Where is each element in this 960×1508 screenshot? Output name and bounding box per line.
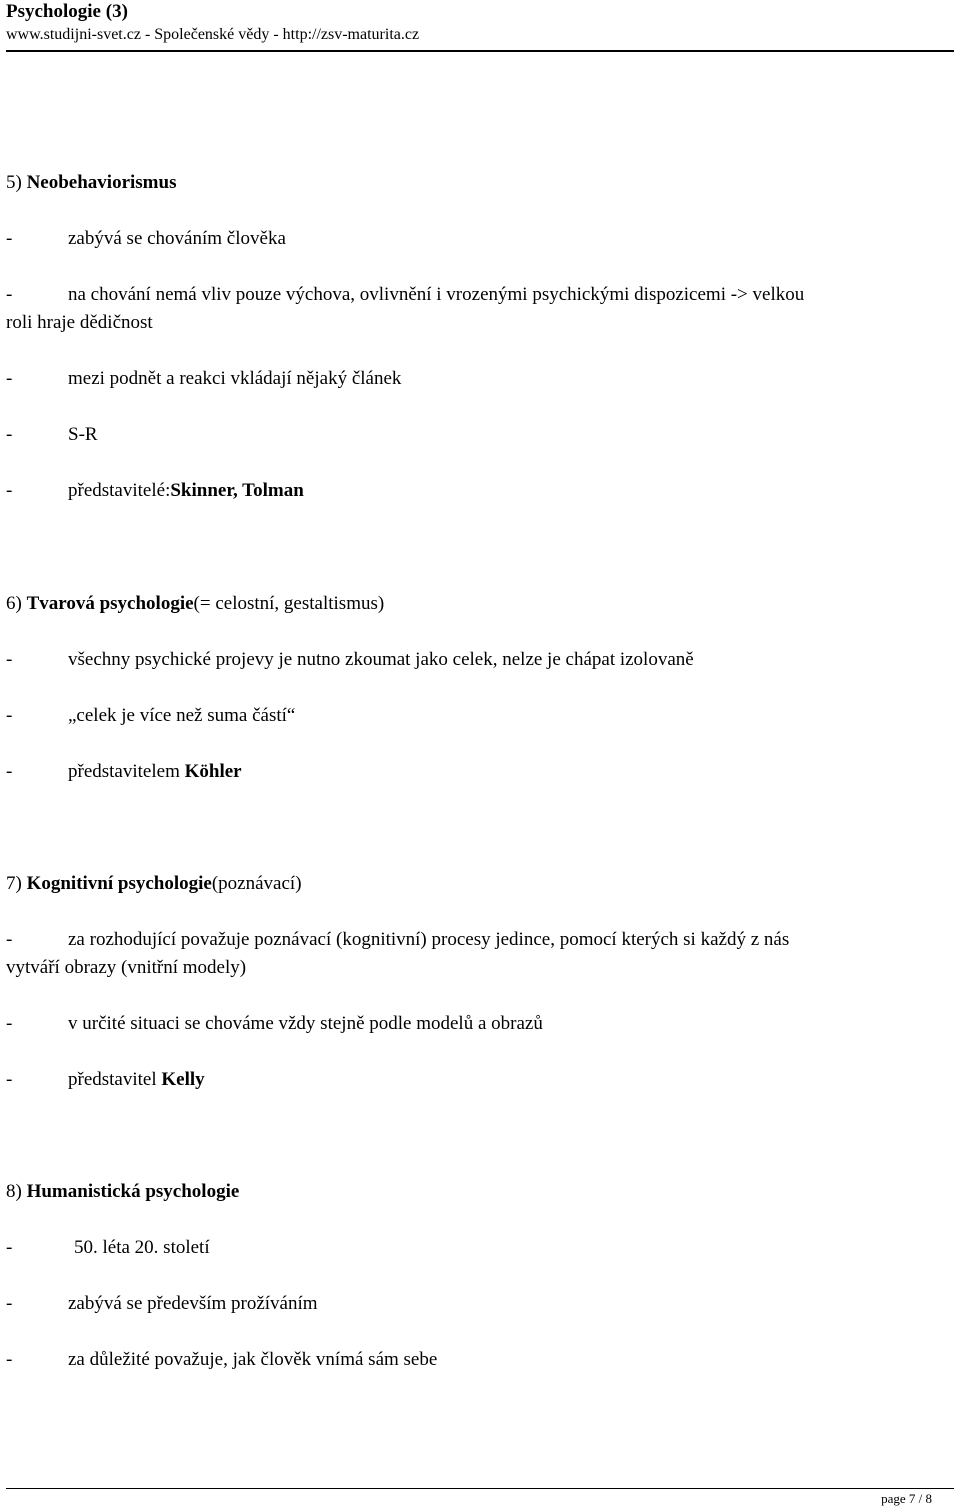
bullet-dash: -: [6, 368, 13, 389]
bullet-text: mezi podnět a reakci vkládají nějaký článek: [68, 368, 402, 389]
section-heading-8: [6, 1178, 239, 1206]
bullet-text-continuation: vytváří obrazy (vnitřní modely): [6, 957, 247, 978]
bullet-dash: -: [6, 705, 13, 726]
bullet-text: v určité situaci se chováme vždy stejně podle modelů a obrazů: [68, 1013, 543, 1034]
bullet-dash: -: [6, 1293, 13, 1314]
document-source-line: www.studijni-svet.cz - Společenské vědy - http://zsv-maturita.cz: [6, 26, 420, 43]
page-number: page 7 / 8: [881, 1491, 932, 1506]
bullet-label: představitelem: [68, 761, 185, 782]
bullet-text: [68, 758, 242, 786]
section-heading-7: [6, 870, 302, 898]
section-title: Tvarová psychologie: [26, 593, 194, 614]
section-number: 5): [6, 172, 22, 193]
bullet-text: všechny psychické projevy je nutno zkoumat jako celek, nelze je chápat izolovaně: [68, 649, 694, 670]
section-title: Kognitivní psychologie: [26, 873, 212, 894]
section-title-note: (poznávací): [211, 873, 302, 894]
bullet-text: [68, 1066, 205, 1094]
bullet-text: 50. léta 20. století: [74, 1237, 210, 1258]
bullet-dash: -: [6, 284, 13, 305]
bullet-dash: -: [6, 228, 13, 249]
section-title-note: (= celostní, gestaltismus): [193, 593, 385, 614]
bullet-dash: -: [6, 761, 13, 782]
section-title: Neobehaviorismus: [26, 172, 177, 193]
representatives-names: Skinner, Tolman: [170, 480, 304, 501]
bullet-text: za rozhodující považuje poznávací (kognitivní) procesy jedince, pomocí kterých si každý z nás: [68, 929, 790, 950]
bullet-dash: -: [6, 1349, 13, 1370]
bullet-dash: -: [6, 424, 13, 445]
bullet-text: zabývá se především prožíváním: [68, 1293, 318, 1314]
bullet-text: „celek je více než suma částí“: [68, 705, 296, 726]
bullet-dash: -: [6, 480, 13, 501]
bullet-dash: -: [6, 1069, 13, 1090]
section-number: 7): [6, 873, 22, 894]
section-heading-5: [6, 169, 176, 197]
bullet-label: představitelé:: [68, 480, 171, 501]
section-number: 6): [6, 593, 22, 614]
bullet-text-continuation: roli hraje dědičnost: [6, 312, 153, 333]
bullet-text: na chování nemá vliv pouze výchova, ovlivnění i vrozenými psychickými dispozicemi -> velkou: [68, 284, 805, 305]
bullet-dash: -: [6, 1237, 13, 1258]
bullet-dash: -: [6, 649, 13, 670]
bullet-label: představitel: [68, 1069, 162, 1090]
bullet-text: zabývá se chováním člověka: [68, 228, 286, 249]
representatives-names: Kelly: [161, 1069, 205, 1090]
bullet-text: S-R: [68, 424, 98, 445]
bullet-dash: -: [6, 929, 13, 950]
header-divider: [6, 50, 954, 52]
bullet-dash: -: [6, 1013, 13, 1034]
representatives-names: Köhler: [184, 761, 242, 782]
footer-divider: [6, 1488, 954, 1489]
bullet-text: za důležité považuje, jak člověk vnímá sám sebe: [68, 1349, 438, 1370]
bullet-text: [68, 477, 304, 505]
document-title: Psychologie (3): [6, 1, 128, 22]
section-number: 8): [6, 1181, 22, 1202]
section-title: Humanistická psychologie: [26, 1181, 240, 1202]
section-heading-6: [6, 590, 384, 618]
